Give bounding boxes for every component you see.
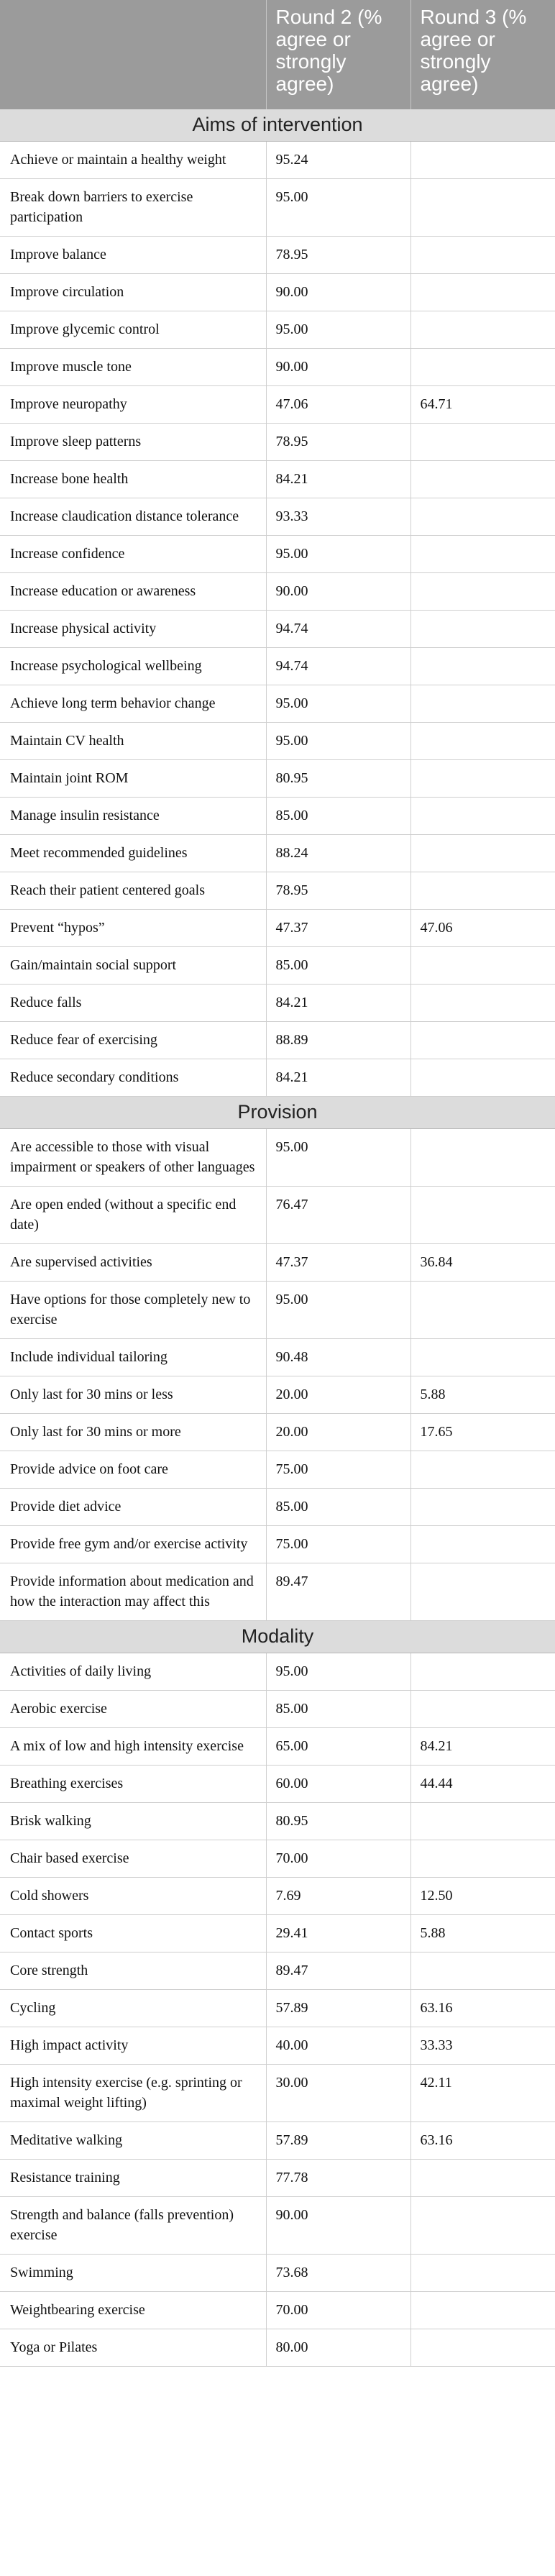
- round-2-value: 78.95: [266, 872, 410, 910]
- row-label: Include individual tailoring: [0, 1339, 266, 1376]
- row-label: Improve circulation: [0, 274, 266, 311]
- row-label: Cycling: [0, 1990, 266, 2027]
- row-label: Improve balance: [0, 237, 266, 274]
- row-label: Increase education or awareness: [0, 573, 266, 611]
- round-3-value: [410, 1282, 555, 1339]
- round-2-value: 65.00: [266, 1728, 410, 1766]
- table-row: [0, 985, 555, 1022]
- round-2-value: 95.00: [266, 723, 410, 760]
- row-label: Prevent “hypos”: [0, 910, 266, 947]
- round-2-value: 90.00: [266, 2197, 410, 2255]
- row-label: Yoga or Pilates: [0, 2329, 266, 2367]
- table-row: [0, 723, 555, 760]
- round-3-value: [410, 573, 555, 611]
- round-3-value: [410, 1187, 555, 1244]
- row-label: Core strength: [0, 1952, 266, 1990]
- table-row: [0, 1766, 555, 1803]
- round-3-value: 64.71: [410, 386, 555, 424]
- round-2-value: 47.37: [266, 1244, 410, 1282]
- header-round-3: Round 3 (% agree or strongly agree): [410, 0, 555, 109]
- section-header-row: [0, 1621, 555, 1653]
- round-3-value: [410, 1563, 555, 1621]
- round-3-value: 36.84: [410, 1244, 555, 1282]
- table-row: [0, 1952, 555, 1990]
- round-2-value: 85.00: [266, 1489, 410, 1526]
- row-label: Weightbearing exercise: [0, 2292, 266, 2329]
- round-3-value: [410, 349, 555, 386]
- round-3-value: [410, 2292, 555, 2329]
- table-row: [0, 835, 555, 872]
- row-label: Provide information about medication and how the interaction may affect this: [0, 1563, 266, 1621]
- table-row: [0, 498, 555, 536]
- table-row: [0, 536, 555, 573]
- round-3-value: [410, 648, 555, 685]
- round-2-value: 57.89: [266, 2122, 410, 2160]
- round-3-value: [410, 1022, 555, 1059]
- row-label: Increase confidence: [0, 536, 266, 573]
- table-row: [0, 1376, 555, 1414]
- row-label: Aerobic exercise: [0, 1691, 266, 1728]
- round-2-value: 29.41: [266, 1915, 410, 1952]
- table-row: [0, 760, 555, 798]
- round-3-value: [410, 2255, 555, 2292]
- table-row: [0, 910, 555, 947]
- section-title: Modality: [0, 1621, 555, 1653]
- table-row: [0, 1059, 555, 1097]
- round-3-value: [410, 798, 555, 835]
- table-row: [0, 311, 555, 349]
- table-row: [0, 2027, 555, 2065]
- round-3-value: [410, 723, 555, 760]
- round-3-value: [410, 274, 555, 311]
- row-label: Increase psychological wellbeing: [0, 648, 266, 685]
- table-row: [0, 2255, 555, 2292]
- table-row: [0, 1653, 555, 1691]
- row-label: Reduce fear of exercising: [0, 1022, 266, 1059]
- table-header: [0, 0, 555, 109]
- round-3-value: 63.16: [410, 2122, 555, 2160]
- table-row: [0, 461, 555, 498]
- row-label: Provide free gym and/or exercise activity: [0, 1526, 266, 1563]
- table-row: [0, 2160, 555, 2197]
- round-2-value: 80.95: [266, 760, 410, 798]
- round-3-value: 5.88: [410, 1915, 555, 1952]
- round-2-value: 95.00: [266, 685, 410, 723]
- table-row: [0, 648, 555, 685]
- row-label: Increase claudication distance tolerance: [0, 498, 266, 536]
- round-2-value: 85.00: [266, 947, 410, 985]
- table-row: [0, 1339, 555, 1376]
- row-label: Reach their patient centered goals: [0, 872, 266, 910]
- round-2-value: 90.00: [266, 349, 410, 386]
- round-2-value: 85.00: [266, 798, 410, 835]
- round-2-value: 95.00: [266, 1129, 410, 1187]
- round-3-value: 47.06: [410, 910, 555, 947]
- round-3-value: [410, 179, 555, 237]
- round-2-value: 77.78: [266, 2160, 410, 2197]
- round-3-value: [410, 498, 555, 536]
- table-row: [0, 2292, 555, 2329]
- row-label: Reduce falls: [0, 985, 266, 1022]
- table-row: [0, 349, 555, 386]
- row-label: Swimming: [0, 2255, 266, 2292]
- row-label: Achieve or maintain a healthy weight: [0, 142, 266, 179]
- section-header-row: [0, 1097, 555, 1129]
- round-2-value: 85.00: [266, 1691, 410, 1728]
- row-label: Provide diet advice: [0, 1489, 266, 1526]
- round-2-value: 95.00: [266, 311, 410, 349]
- table-row: [0, 237, 555, 274]
- section-header-row: [0, 109, 555, 142]
- round-3-value: [410, 2197, 555, 2255]
- round-2-value: 80.00: [266, 2329, 410, 2367]
- table-row: [0, 1728, 555, 1766]
- round-3-value: [410, 461, 555, 498]
- round-3-value: [410, 1526, 555, 1563]
- table-body: [0, 109, 555, 2367]
- table-row: [0, 1187, 555, 1244]
- round-2-value: 60.00: [266, 1766, 410, 1803]
- round-2-value: 80.95: [266, 1803, 410, 1840]
- row-label: Gain/maintain social support: [0, 947, 266, 985]
- header-item-column: [0, 0, 266, 109]
- round-2-value: 78.95: [266, 424, 410, 461]
- row-label: Have options for those completely new to exercise: [0, 1282, 266, 1339]
- round-3-value: [410, 947, 555, 985]
- round-3-value: 84.21: [410, 1728, 555, 1766]
- row-label: Are accessible to those with visual impairment or speakers of other languages: [0, 1129, 266, 1187]
- table-row: [0, 1990, 555, 2027]
- round-3-value: [410, 872, 555, 910]
- row-label: Provide advice on foot care: [0, 1451, 266, 1489]
- table-row: [0, 1129, 555, 1187]
- table-row: [0, 1803, 555, 1840]
- header-row: [0, 0, 555, 109]
- table-row: [0, 611, 555, 648]
- row-label: Increase physical activity: [0, 611, 266, 648]
- table-row: [0, 1489, 555, 1526]
- table-row: [0, 1451, 555, 1489]
- round-2-value: 84.21: [266, 985, 410, 1022]
- row-label: High impact activity: [0, 2027, 266, 2065]
- row-label: Breathing exercises: [0, 1766, 266, 1803]
- round-3-value: [410, 1059, 555, 1097]
- table-row: [0, 947, 555, 985]
- round-2-value: 20.00: [266, 1376, 410, 1414]
- round-2-value: 70.00: [266, 2292, 410, 2329]
- table-row: [0, 1563, 555, 1621]
- round-2-value: 76.47: [266, 1187, 410, 1244]
- row-label: Meet recommended guidelines: [0, 835, 266, 872]
- table-row: [0, 142, 555, 179]
- round-3-value: [410, 760, 555, 798]
- round-2-value: 73.68: [266, 2255, 410, 2292]
- round-2-value: 90.00: [266, 573, 410, 611]
- table-row: [0, 2197, 555, 2255]
- table-row: [0, 2065, 555, 2122]
- row-label: Increase bone health: [0, 461, 266, 498]
- row-label: Strength and balance (falls prevention) exercise: [0, 2197, 266, 2255]
- round-2-value: 95.00: [266, 179, 410, 237]
- round-3-value: 5.88: [410, 1376, 555, 1414]
- table-row: [0, 798, 555, 835]
- round-3-value: [410, 1489, 555, 1526]
- header-round-2: Round 2 (% agree or strongly agree): [266, 0, 410, 109]
- round-2-value: 94.74: [266, 648, 410, 685]
- round-2-value: 88.89: [266, 1022, 410, 1059]
- row-label: Are supervised activities: [0, 1244, 266, 1282]
- row-label: Contact sports: [0, 1915, 266, 1952]
- round-2-value: 70.00: [266, 1840, 410, 1878]
- row-label: Resistance training: [0, 2160, 266, 2197]
- round-3-value: [410, 1339, 555, 1376]
- table-row: [0, 1414, 555, 1451]
- round-3-value: [410, 835, 555, 872]
- table-row: [0, 573, 555, 611]
- table-row: [0, 274, 555, 311]
- round-3-value: [410, 424, 555, 461]
- round-3-value: [410, 1653, 555, 1691]
- round-3-value: [410, 1129, 555, 1187]
- row-label: Are open ended (without a specific end date): [0, 1187, 266, 1244]
- round-2-value: 30.00: [266, 2065, 410, 2122]
- round-2-value: 40.00: [266, 2027, 410, 2065]
- row-label: Improve sleep patterns: [0, 424, 266, 461]
- round-2-value: 84.21: [266, 461, 410, 498]
- round-2-value: 20.00: [266, 1414, 410, 1451]
- table-row: [0, 424, 555, 461]
- round-2-value: 75.00: [266, 1526, 410, 1563]
- table-row: [0, 1244, 555, 1282]
- row-label: Chair based exercise: [0, 1840, 266, 1878]
- round-3-value: [410, 2329, 555, 2367]
- round-3-value: [410, 1952, 555, 1990]
- round-3-value: [410, 311, 555, 349]
- round-2-value: 89.47: [266, 1952, 410, 1990]
- round-2-value: 94.74: [266, 611, 410, 648]
- round-2-value: 47.06: [266, 386, 410, 424]
- row-label: A mix of low and high intensity exercise: [0, 1728, 266, 1766]
- row-label: Brisk walking: [0, 1803, 266, 1840]
- round-3-value: [410, 1840, 555, 1878]
- round-3-value: [410, 2160, 555, 2197]
- round-3-value: [410, 237, 555, 274]
- row-label: Meditative walking: [0, 2122, 266, 2160]
- round-2-value: 95.24: [266, 142, 410, 179]
- round-3-value: [410, 611, 555, 648]
- round-3-value: [410, 1803, 555, 1840]
- section-title: Provision: [0, 1097, 555, 1129]
- round-3-value: 12.50: [410, 1878, 555, 1915]
- round-2-value: 90.48: [266, 1339, 410, 1376]
- row-label: Break down barriers to exercise participation: [0, 179, 266, 237]
- row-label: Manage insulin resistance: [0, 798, 266, 835]
- round-3-value: [410, 1691, 555, 1728]
- table-row: [0, 1022, 555, 1059]
- table-row: [0, 1878, 555, 1915]
- round-2-value: 47.37: [266, 910, 410, 947]
- round-3-value: [410, 1451, 555, 1489]
- round-2-value: 95.00: [266, 536, 410, 573]
- round-3-value: 44.44: [410, 1766, 555, 1803]
- table-row: [0, 685, 555, 723]
- row-label: Reduce secondary conditions: [0, 1059, 266, 1097]
- table-row: [0, 2122, 555, 2160]
- round-2-value: 89.47: [266, 1563, 410, 1621]
- row-label: Improve neuropathy: [0, 386, 266, 424]
- section-title: Aims of intervention: [0, 109, 555, 142]
- round-2-value: 93.33: [266, 498, 410, 536]
- round-2-value: 95.00: [266, 1282, 410, 1339]
- round-2-value: 7.69: [266, 1878, 410, 1915]
- round-3-value: [410, 536, 555, 573]
- row-label: Only last for 30 mins or more: [0, 1414, 266, 1451]
- row-label: Improve glycemic control: [0, 311, 266, 349]
- round-2-value: 88.24: [266, 835, 410, 872]
- table-row: [0, 2329, 555, 2367]
- row-label: Maintain CV health: [0, 723, 266, 760]
- table-row: [0, 1691, 555, 1728]
- round-2-value: 57.89: [266, 1990, 410, 2027]
- row-label: Maintain joint ROM: [0, 760, 266, 798]
- round-3-value: 33.33: [410, 2027, 555, 2065]
- round-3-value: [410, 685, 555, 723]
- round-3-value: 42.11: [410, 2065, 555, 2122]
- table-row: [0, 179, 555, 237]
- table-row: [0, 872, 555, 910]
- row-label: Only last for 30 mins or less: [0, 1376, 266, 1414]
- round-2-value: 95.00: [266, 1653, 410, 1691]
- round-3-value: 17.65: [410, 1414, 555, 1451]
- table-row: [0, 1282, 555, 1339]
- table-row: [0, 1526, 555, 1563]
- table-row: [0, 1915, 555, 1952]
- row-label: Improve muscle tone: [0, 349, 266, 386]
- round-2-value: 84.21: [266, 1059, 410, 1097]
- round-2-value: 78.95: [266, 237, 410, 274]
- table-row: [0, 1840, 555, 1878]
- round-3-value: 63.16: [410, 1990, 555, 2027]
- round-2-value: 75.00: [266, 1451, 410, 1489]
- round-3-value: [410, 985, 555, 1022]
- row-label: Activities of daily living: [0, 1653, 266, 1691]
- round-2-value: 90.00: [266, 274, 410, 311]
- table-row: [0, 386, 555, 424]
- round-3-value: [410, 142, 555, 179]
- row-label: Cold showers: [0, 1878, 266, 1915]
- row-label: Achieve long term behavior change: [0, 685, 266, 723]
- row-label: High intensity exercise (e.g. sprinting or maximal weight lifting): [0, 2065, 266, 2122]
